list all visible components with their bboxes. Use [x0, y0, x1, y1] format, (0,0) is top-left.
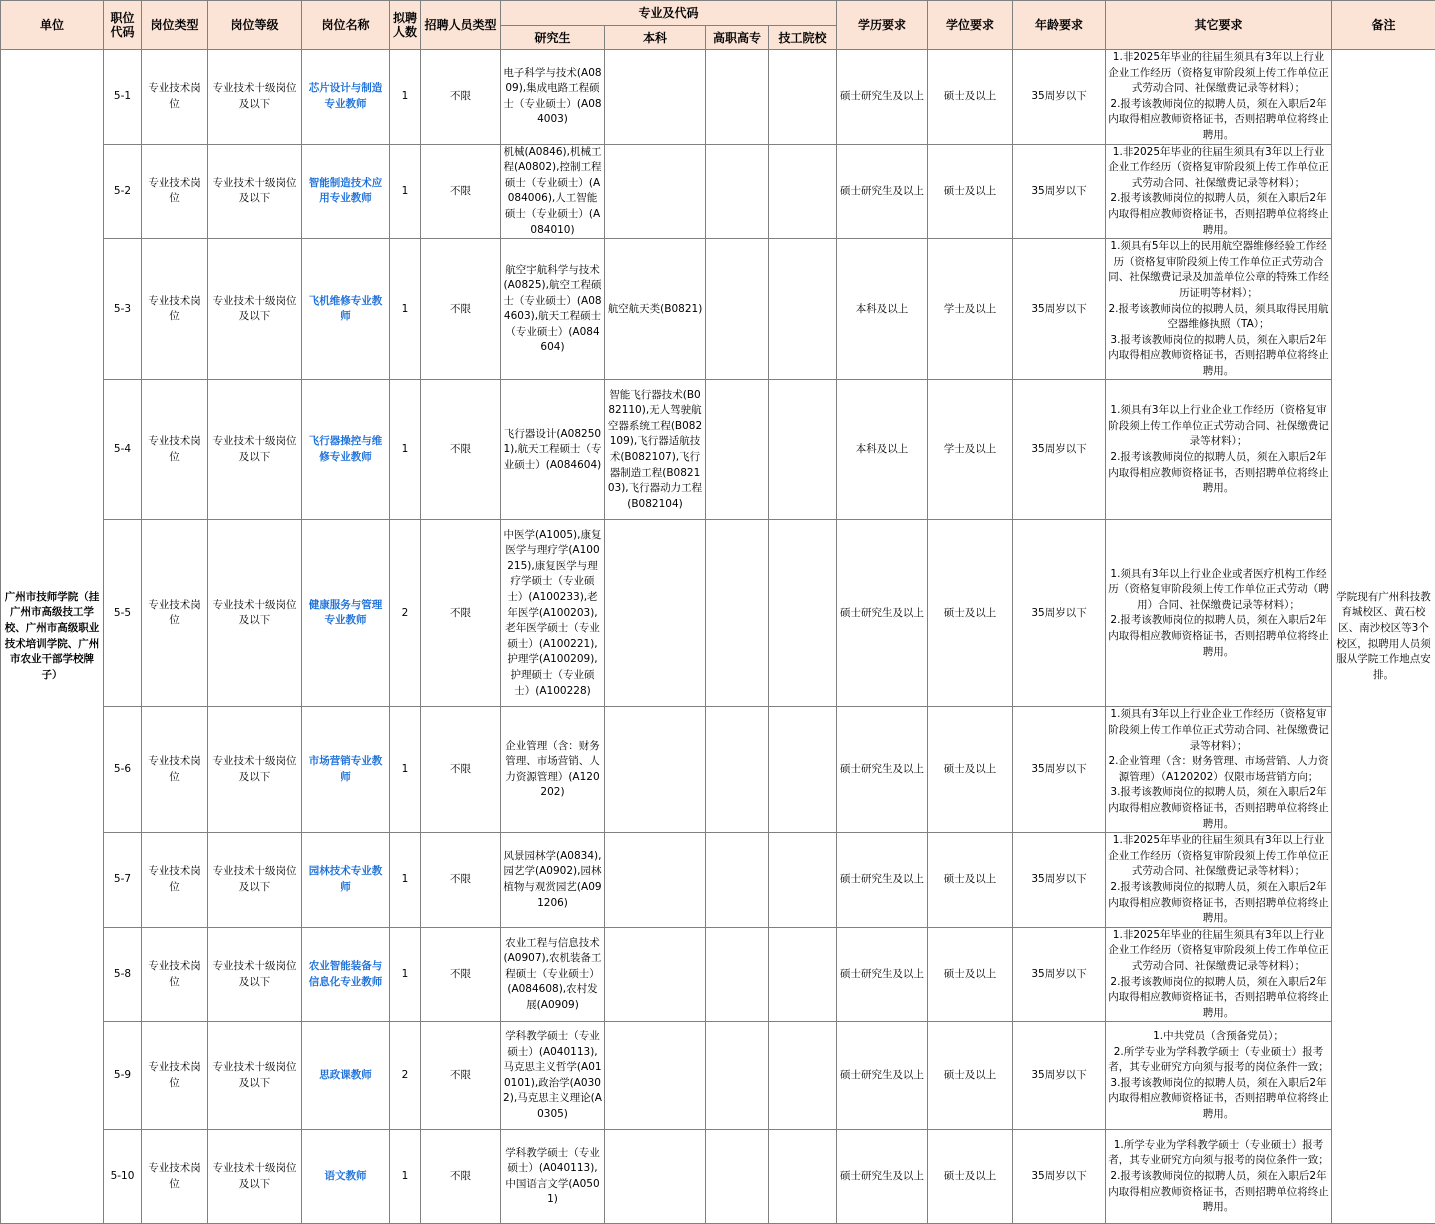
- graduate-majors: 风景园林学(A0834),园艺学(A0902),园林植物与观赏园艺(A091206): [501, 833, 605, 928]
- graduate-majors: 学科教学硕士（专业硕士）(A040113),马克思主义哲学(A010101),政治学(A0302),马克思主义理论(A0305): [501, 1022, 605, 1130]
- table-body: [1, 50, 1435, 1224]
- header-recruit: 招聘人员类型: [421, 1, 501, 50]
- bachelor-majors: [605, 1022, 706, 1130]
- bachelor-majors: [605, 50, 706, 145]
- position-code: 5-6: [104, 707, 142, 833]
- degree-requirement: 硕士及以上: [928, 144, 1013, 239]
- graduate-majors: 航空宇航科学与技术(A0825),航空工程硕士（专业硕士）(A084603),航天工程硕士（专业硕士）(A084604): [501, 239, 605, 380]
- education-requirement: 硕士研究生及以上: [837, 833, 928, 928]
- position-type: 专业技术岗位: [142, 707, 208, 833]
- position-code: 5-10: [104, 1130, 142, 1224]
- degree-requirement: 硕士及以上: [928, 1022, 1013, 1130]
- position-grade: 专业技术十级岗位及以下: [208, 927, 302, 1022]
- graduate-majors: 中医学(A1005),康复医学与理疗学(A100215),康复医学与理疗学硕士（专业硕士）(A100233),老年医学(A100203),老年医学硕士（专业硕士）(A100221),护理学(A100209),护理硕士（专业硕士）(A100228): [501, 520, 605, 707]
- hire-count: 2: [390, 520, 421, 707]
- bachelor-majors: 智能飞行器技术(B082110),无人驾驶航空器系统工程(B082109),飞行器适航技术(B082107),飞行器制造工程(B082103),飞行器动力工程(B082104): [605, 380, 706, 520]
- technical-majors: [769, 520, 837, 707]
- header-technical: 技工院校: [769, 26, 837, 50]
- vocational-majors: [706, 1130, 769, 1224]
- vocational-majors: [706, 144, 769, 239]
- education-requirement: 硕士研究生及以上: [837, 1130, 928, 1224]
- header-name: 岗位名称: [302, 1, 390, 50]
- other-requirements: 1.中共党员（含预备党员）； 2.所学专业为学科教学硕士（专业硕士）报考者，其专业研究方向须与报考的岗位条件一致； 3.报考该教师岗位的拟聘人员，须在入职后2年内取得相应教师资格证书，否则招聘单位将终止聘用。: [1106, 1022, 1332, 1130]
- other-requirements: 1.须具有5年以上的民用航空器维修经验工作经历（资格复审阶段须上传工作单位正式劳动合同、社保缴费记录及加盖单位公章的特殊工作经历证明等材料）； 2.报考该教师岗位的拟聘人员，须具取得民用航空器维修执照（TA）； 3.报考该教师岗位的拟聘人员，须在入职后2年内取得相应教师资格证书，否则招聘单位将终止聘用。: [1106, 239, 1332, 380]
- header-count: 拟聘人数: [390, 1, 421, 50]
- recruit-type: 不限: [421, 380, 501, 520]
- recruit-type: 不限: [421, 144, 501, 239]
- education-requirement: 硕士研究生及以上: [837, 520, 928, 707]
- degree-requirement: 硕士及以上: [928, 833, 1013, 928]
- table-row: [1, 927, 1435, 1022]
- recruit-type: 不限: [421, 520, 501, 707]
- technical-majors: [769, 1022, 837, 1130]
- hire-count: 2: [390, 1022, 421, 1130]
- position-grade: 专业技术十级岗位及以下: [208, 1130, 302, 1224]
- graduate-majors: 企业管理（含：财务管理、市场营销、人力资源管理）(A120202): [501, 707, 605, 833]
- graduate-majors: 电子科学与技术(A0809),集成电路工程硕士（专业硕士）(A084003): [501, 50, 605, 145]
- age-requirement: 35周岁以下: [1013, 1022, 1106, 1130]
- vocational-majors: [706, 927, 769, 1022]
- position-code: 5-2: [104, 144, 142, 239]
- position-grade: 专业技术十级岗位及以下: [208, 380, 302, 520]
- technical-majors: [769, 927, 837, 1022]
- position-name: 农业智能装备与信息化专业教师: [302, 927, 390, 1022]
- position-code: 5-5: [104, 520, 142, 707]
- position-name: 思政课教师: [302, 1022, 390, 1130]
- position-type: 专业技术岗位: [142, 380, 208, 520]
- degree-requirement: 学士及以上: [928, 380, 1013, 520]
- age-requirement: 35周岁以下: [1013, 1130, 1106, 1224]
- recruit-type: 不限: [421, 927, 501, 1022]
- table-row: [1, 380, 1435, 520]
- position-name: 芯片设计与制造专业教师: [302, 50, 390, 145]
- header-vocational: 高职高专: [706, 26, 769, 50]
- position-name: 市场营销专业教师: [302, 707, 390, 833]
- position-name: 语文教师: [302, 1130, 390, 1224]
- bachelor-majors: [605, 833, 706, 928]
- education-requirement: 硕士研究生及以上: [837, 144, 928, 239]
- technical-majors: [769, 1130, 837, 1224]
- education-requirement: 硕士研究生及以上: [837, 1022, 928, 1130]
- header-other: 其它要求: [1106, 1, 1332, 50]
- technical-majors: [769, 380, 837, 520]
- position-type: 专业技术岗位: [142, 520, 208, 707]
- position-grade: 专业技术十级岗位及以下: [208, 1022, 302, 1130]
- hire-count: 1: [390, 239, 421, 380]
- position-code: 5-4: [104, 380, 142, 520]
- age-requirement: 35周岁以下: [1013, 833, 1106, 928]
- header-code: 职位代码: [104, 1, 142, 50]
- graduate-majors: 机械(A0846),机械工程(A0802),控制工程硕士（专业硕士）(A084006),人工智能硕士（专业硕士）(A084010): [501, 144, 605, 239]
- education-requirement: 本科及以上: [837, 380, 928, 520]
- position-code: 5-7: [104, 833, 142, 928]
- other-requirements: 1.非2025年毕业的往届生须具有3年以上行业企业工作经历（资格复审阶段须上传工作单位正式劳动合同、社保缴费记录等材料）； 2.报考该教师岗位的拟聘人员，须在入职后2年内取得相应教师资格证书，否则招聘单位将终止聘用。: [1106, 927, 1332, 1022]
- hire-count: 1: [390, 833, 421, 928]
- recruit-type: 不限: [421, 239, 501, 380]
- position-grade: 专业技术十级岗位及以下: [208, 144, 302, 239]
- bachelor-majors: [605, 707, 706, 833]
- graduate-majors: 学科教学硕士（专业硕士）(A040113),中国语言文学(A0501): [501, 1130, 605, 1224]
- recruit-type: 不限: [421, 1022, 501, 1130]
- age-requirement: 35周岁以下: [1013, 707, 1106, 833]
- bachelor-majors: [605, 927, 706, 1022]
- vocational-majors: [706, 707, 769, 833]
- graduate-majors: 飞行器设计(A082501),航天工程硕士（专业硕士）(A084604): [501, 380, 605, 520]
- other-requirements: 1.所学专业为学科教学硕士（专业硕士）报考者，其专业研究方向须与报考的岗位条件一致； 2.报考该教师岗位的拟聘人员，须在入职后2年内取得相应教师资格证书，否则招聘单位将终止聘用。: [1106, 1130, 1332, 1224]
- technical-majors: [769, 50, 837, 145]
- degree-requirement: 硕士及以上: [928, 927, 1013, 1022]
- table-row: [1, 239, 1435, 380]
- bachelor-majors: [605, 520, 706, 707]
- recruit-type: 不限: [421, 50, 501, 145]
- position-type: 专业技术岗位: [142, 144, 208, 239]
- hire-count: 1: [390, 1130, 421, 1224]
- position-name: 飞行器操控与维修专业教师: [302, 380, 390, 520]
- technical-majors: [769, 833, 837, 928]
- age-requirement: 35周岁以下: [1013, 380, 1106, 520]
- hire-count: 1: [390, 380, 421, 520]
- education-requirement: 硕士研究生及以上: [837, 50, 928, 145]
- header-education: 学历要求: [837, 1, 928, 50]
- hire-count: 1: [390, 50, 421, 145]
- position-name: 健康服务与管理专业教师: [302, 520, 390, 707]
- header-bachelor: 本科: [605, 26, 706, 50]
- bachelor-majors: [605, 144, 706, 239]
- education-requirement: 硕士研究生及以上: [837, 707, 928, 833]
- recruit-type: 不限: [421, 707, 501, 833]
- other-requirements: 1.非2025年毕业的往届生须具有3年以上行业企业工作经历（资格复审阶段须上传工作单位正式劳动合同、社保缴费记录等材料）； 2.报考该教师岗位的拟聘人员，须在入职后2年内取得相应教师资格证书，否则招聘单位将终止聘用。: [1106, 833, 1332, 928]
- position-code: 5-1: [104, 50, 142, 145]
- recruit-type: 不限: [421, 1130, 501, 1224]
- table-row: [1, 833, 1435, 928]
- table-row: [1, 520, 1435, 707]
- other-requirements: 1.非2025年毕业的往届生须具有3年以上行业企业工作经历（资格复审阶段须上传工作单位正式劳动合同、社保缴费记录等材料）； 2.报考该教师岗位的拟聘人员，须在入职后2年内取得相应教师资格证书，否则招聘单位将终止聘用。: [1106, 144, 1332, 239]
- header-type: 岗位类型: [142, 1, 208, 50]
- degree-requirement: 硕士及以上: [928, 707, 1013, 833]
- other-requirements: 1.须具有3年以上行业企业工作经历（资格复审阶段须上传工作单位正式劳动合同、社保缴费记录等材料）； 2.报考该教师岗位的拟聘人员，须在入职后2年内取得相应教师资格证书，否则招聘单位将终止聘用。: [1106, 380, 1332, 520]
- degree-requirement: 硕士及以上: [928, 50, 1013, 145]
- other-requirements: 1.须具有3年以上行业企业或者医疗机构工作经历（资格复审阶段须上传工作单位正式劳动（聘用）合同、社保缴费记录等材料）； 2.报考该教师岗位的拟聘人员，须在入职后2年内取得相应教师资格证书，否则招聘单位将终止聘用。: [1106, 520, 1332, 707]
- table-row: [1, 707, 1435, 833]
- technical-majors: [769, 707, 837, 833]
- position-type: 专业技术岗位: [142, 1130, 208, 1224]
- vocational-majors: [706, 1022, 769, 1130]
- degree-requirement: 学士及以上: [928, 239, 1013, 380]
- technical-majors: [769, 239, 837, 380]
- age-requirement: 35周岁以下: [1013, 50, 1106, 145]
- position-type: 专业技术岗位: [142, 50, 208, 145]
- table-row: [1, 1022, 1435, 1130]
- header-degree: 学位要求: [928, 1, 1013, 50]
- hire-count: 1: [390, 707, 421, 833]
- table-row: [1, 144, 1435, 239]
- bachelor-majors: 航空航天类(B0821): [605, 239, 706, 380]
- position-type: 专业技术岗位: [142, 239, 208, 380]
- table-row: [1, 50, 1435, 145]
- header-remark: 备注: [1332, 1, 1435, 50]
- header-major-group: 专业及代码: [501, 1, 837, 26]
- position-code: 5-3: [104, 239, 142, 380]
- position-grade: 专业技术十级岗位及以下: [208, 833, 302, 928]
- degree-requirement: 硕士及以上: [928, 520, 1013, 707]
- header-grad: 研究生: [501, 26, 605, 50]
- age-requirement: 35周岁以下: [1013, 144, 1106, 239]
- vocational-majors: [706, 380, 769, 520]
- position-name: 智能制造技术应用专业教师: [302, 144, 390, 239]
- position-type: 专业技术岗位: [142, 833, 208, 928]
- position-grade: 专业技术十级岗位及以下: [208, 50, 302, 145]
- position-grade: 专业技术十级岗位及以下: [208, 520, 302, 707]
- position-name: 园林技术专业教师: [302, 833, 390, 928]
- position-type: 专业技术岗位: [142, 927, 208, 1022]
- education-requirement: 硕士研究生及以上: [837, 927, 928, 1022]
- age-requirement: 35周岁以下: [1013, 239, 1106, 380]
- position-code: 5-9: [104, 1022, 142, 1130]
- table-row: [1, 1130, 1435, 1224]
- degree-requirement: 硕士及以上: [928, 1130, 1013, 1224]
- position-type: 专业技术岗位: [142, 1022, 208, 1130]
- vocational-majors: [706, 520, 769, 707]
- other-requirements: 1.非2025年毕业的往届生须具有3年以上行业企业工作经历（资格复审阶段须上传工作单位正式劳动合同、社保缴费记录等材料）； 2.报考该教师岗位的拟聘人员，须在入职后2年内取得相应教师资格证书，否则招聘单位将终止聘用。: [1106, 50, 1332, 145]
- bachelor-majors: [605, 1130, 706, 1224]
- age-requirement: 35周岁以下: [1013, 927, 1106, 1022]
- remark: 学院现有广州科技教育城校区、黄石校区、南沙校区等3个校区，拟聘用人员须服从学院工作地点安排。: [1332, 50, 1435, 1224]
- hire-count: 1: [390, 927, 421, 1022]
- header-unit: 单位: [1, 1, 104, 50]
- vocational-majors: [706, 239, 769, 380]
- hire-count: 1: [390, 144, 421, 239]
- technical-majors: [769, 144, 837, 239]
- position-grade: 专业技术十级岗位及以下: [208, 707, 302, 833]
- education-requirement: 本科及以上: [837, 239, 928, 380]
- recruit-type: 不限: [421, 833, 501, 928]
- graduate-majors: 农业工程与信息技术(A0907),农机装备工程硕士（专业硕士）(A084608),农村发展(A0909): [501, 927, 605, 1022]
- position-code: 5-8: [104, 927, 142, 1022]
- other-requirements: 1.须具有3年以上行业企业工作经历（资格复审阶段须上传工作单位正式劳动合同、社保缴费记录等材料）； 2.企业管理（含：财务管理、市场营销、人力资源管理）（A120202）仅限市场营销方向； 3.报考该教师岗位的拟聘人员，须在入职后2年内取得相应教师资格证书，否则招聘单位将终止聘用。: [1106, 707, 1332, 833]
- vocational-majors: [706, 833, 769, 928]
- vocational-majors: [706, 50, 769, 145]
- age-requirement: 35周岁以下: [1013, 520, 1106, 707]
- header-grade: 岗位等级: [208, 1, 302, 50]
- position-name: 飞机维修专业教师: [302, 239, 390, 380]
- position-grade: 专业技术十级岗位及以下: [208, 239, 302, 380]
- unit-name: 广州市技师学院（挂广州市高级技工学校、广州市高级职业技术培训学院、广州市农业干部学校牌子）: [1, 50, 104, 1224]
- header-age: 年龄要求: [1013, 1, 1106, 50]
